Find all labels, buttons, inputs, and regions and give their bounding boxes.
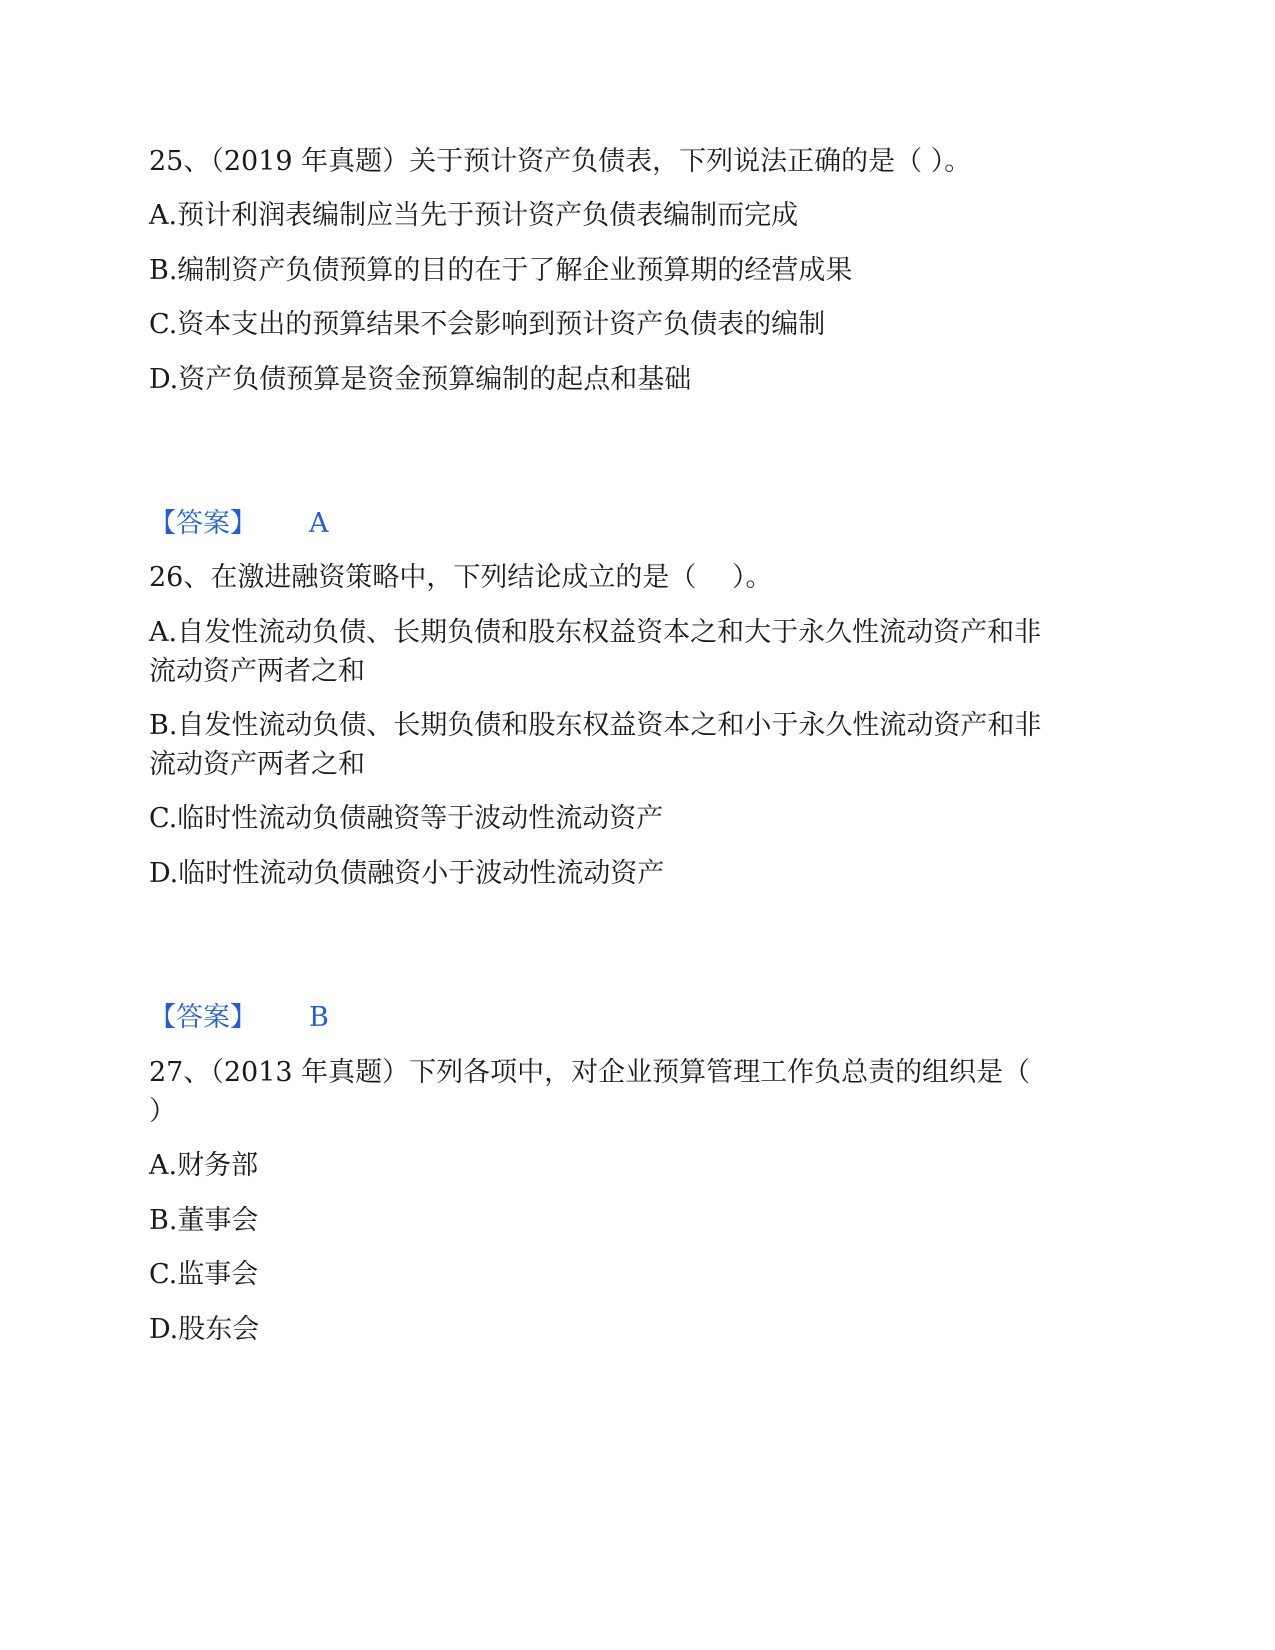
question-26-option-d: D.临时性流动负债融资小于波动性流动资产: [149, 858, 665, 889]
answer-label: 【答案】: [149, 508, 257, 539]
question-27-stem: 27、（2013 年真题）下列各项中，对企业预算管理工作负总责的组织是（: [149, 1057, 1031, 1088]
question-27-option-d: D.股东会: [149, 1314, 260, 1345]
question-26-stem: 26、在激进融资策略中，下列结论成立的是（ ）。: [149, 562, 773, 593]
question-26-option-b: B.自发性流动负债、长期负债和股东权益资本之和小于永久性流动资产和非: [149, 710, 1042, 741]
answer-value: A: [309, 508, 329, 539]
answer-value: B: [309, 1002, 329, 1033]
question-27-stem-cont: ）: [149, 1096, 176, 1127]
question-26-option-c: C.临时性流动负债融资等于波动性流动资产: [149, 803, 664, 834]
question-26-option-a-cont: 流动资产两者之和: [149, 656, 365, 687]
question-25-option-b: B.编制资产负债预算的目的在于了解企业预算期的经营成果: [149, 255, 853, 286]
question-25-option-c: C.资本支出的预算结果不会影响到预计资产负债表的编制: [149, 309, 826, 340]
question-26-option-a: A.自发性流动负债、长期负债和股东权益资本之和大于永久性流动资产和非: [149, 617, 1042, 648]
question-25-stem: 25、（2019 年真题）关于预计资产负债表，下列说法正确的是（ ）。: [149, 146, 972, 177]
answer-25: [149, 505, 329, 543]
question-25-option-a: A.预计利润表编制应当先于预计资产负债表编制而完成: [149, 200, 799, 231]
answer-26: [149, 999, 329, 1037]
question-25-option-d: D.资产负债预算是资金预算编制的起点和基础: [149, 364, 692, 395]
question-27-option-b: B.董事会: [149, 1205, 259, 1236]
question-27-option-a: A.财务部: [149, 1150, 259, 1181]
question-26-option-b-cont: 流动资产两者之和: [149, 749, 365, 780]
question-27-option-c: C.监事会: [149, 1259, 259, 1290]
answer-label: 【答案】: [149, 1002, 257, 1033]
